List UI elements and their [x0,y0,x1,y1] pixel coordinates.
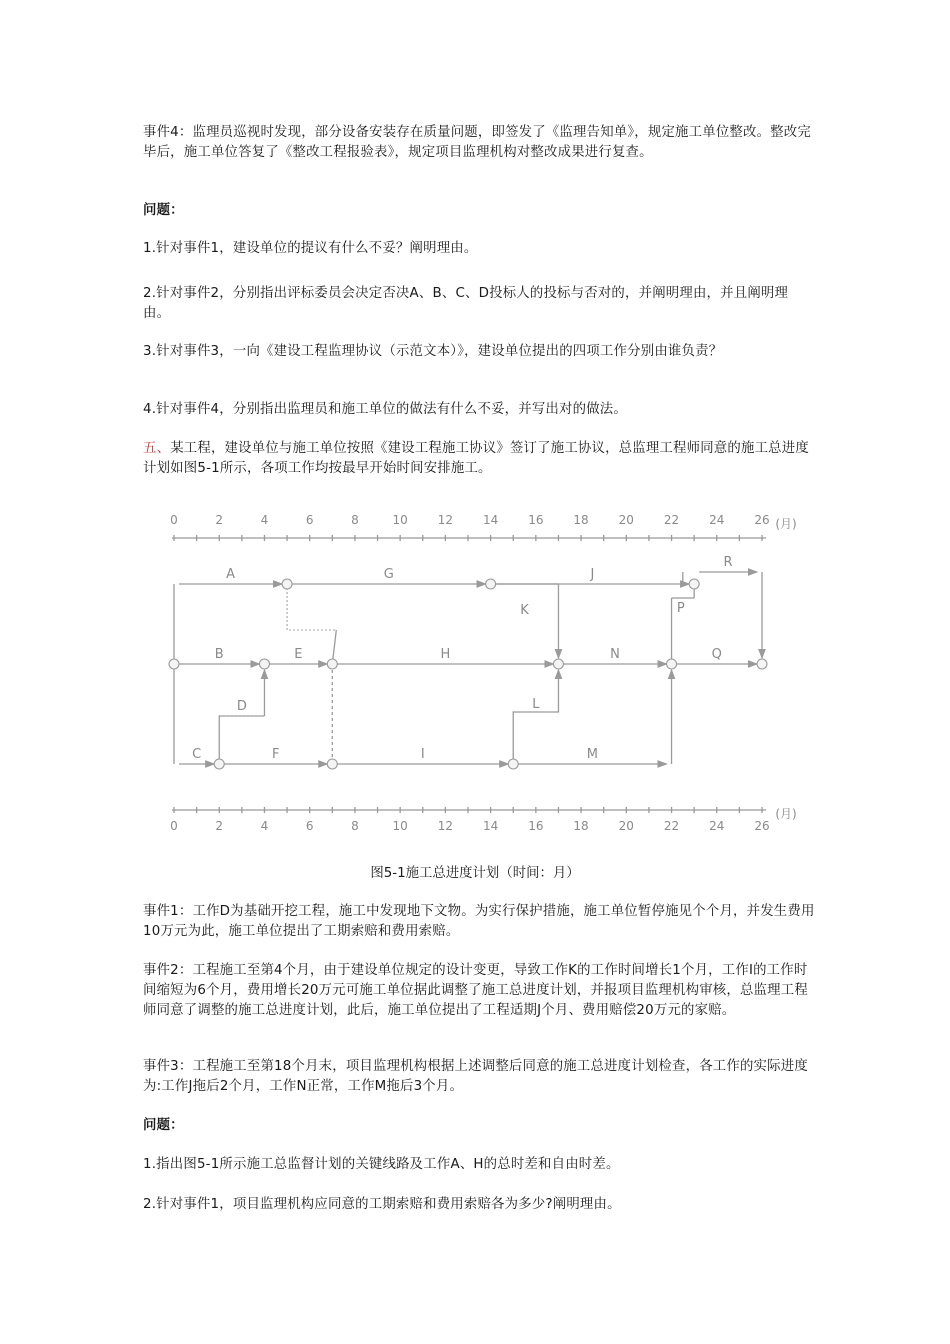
figure-caption: 图5-1施工总进度计划（时间：月） [370,866,580,881]
axis-unit-label: (月) [775,807,797,821]
axis-month-label: 0 [170,819,178,833]
activity-arrow-L [513,670,558,764]
activity-label-Q: Q [711,647,722,662]
event-node [667,659,677,669]
axis-month-label: 4 [260,513,269,527]
axis-month-label: 18 [573,513,589,527]
activity-label-P: P [676,601,685,616]
event-node [757,659,767,669]
top-time-axis [170,513,797,541]
question-1: 1.针对事件1，建设单位的提议有什么不妥？阐明理由。 [143,241,478,256]
event-2: 事件2：工程施工至第4个月，由于建设单位规定的设计变更，导致工作K的工作时间增长1个月，工作I的工作时间缩短为6个月，费用增长20万元可施工单位据此调整了施工总进度计划，并报项目监理机构审核，总监理工程师同意了调整的施工总进度计划，此后，施工单位提出了工程适期J个月、费用赔偿20万元的家赔。 [143,963,808,1018]
activity-label-M: M [586,747,598,762]
question-3: 3.针对事件3，一向《建设工程监理协议（示范文本）》，建设单位提出的四项工作分别由谁负责？ [143,344,723,359]
axis-month-label: 10 [392,819,408,833]
activity-label-J: J [590,567,595,582]
bottom-time-axis [170,807,797,833]
activity-label-N: N [610,647,620,662]
axis-month-label: 18 [573,819,589,833]
axis-month-label: 26 [754,513,770,527]
questions-heading-1: 问题： [143,203,184,218]
axis-month-label: 14 [482,819,499,833]
event-node [327,659,337,669]
activity-label-A: A [226,567,235,582]
activity-arrow-D [219,716,264,764]
event4-paragraph: 事件4：监理员巡视时发现，部分设备安装存在质量问题，即签发了《监理告知单》，规定施工单位整改。整改完毕后，施工单位答复了《整改工程报验表》，规定项目监理机构对整改成果进行复查。 [143,125,811,160]
event-3: 事件3：工程施工至第18个月末，项目监理机构根据上述调整后同意的施工总进度计划检查，各工作的实际进度为:工作J拖后2个月，工作N正常，工作M拖后3个月。 [143,1059,808,1094]
axis-month-label: 12 [437,819,454,833]
section5-intro [143,439,815,479]
axis-month-label: 20 [618,819,634,833]
activity-label-H: H [440,647,451,662]
section5-marker: 五、 [143,441,171,456]
axis-month-label: 6 [305,513,314,527]
axis-month-label: 2 [215,819,224,833]
event-node [508,759,518,769]
axis-month-label: 22 [663,513,680,527]
question-2: 2.针对事件2，分别指出评标委员会决定否决A、B、C、D投标人的投标与否对的，并阐明理由，并且阐明理由。 [143,286,789,321]
event-node [327,759,337,769]
activity-label-R: R [723,555,733,570]
axis-month-label: 24 [709,513,725,527]
event-node [259,659,269,669]
event-node [169,659,179,669]
question-4: 4.针对事件4，分别指出监理员和施工单位的做法有什么不妥，并写出对的做法。 [143,402,627,417]
axis-month-label: 6 [305,819,314,833]
activity-label-D: D [236,699,247,714]
axis-unit-label: (月) [775,517,797,531]
axis-month-label: 14 [482,513,499,527]
axis-month-label: 0 [170,513,178,527]
axis-month-label: 16 [528,819,544,833]
axis-month-label: 22 [663,819,680,833]
activity-label-C: C [192,747,202,762]
free-float-A [287,584,336,630]
section5-intro-text: 某工程，建设单位与施工单位按照《建设工程施工协议》签订了施工协议，总监理工程师同意的施工总进度计划如图5-1所示，各项工作均按最早开始时间安排施工。 [143,441,809,476]
schedule-network-diagram [160,502,820,842]
axis-month-label: 26 [754,819,770,833]
problem-1: 1.指出图5-1所示施工总监督计划的关键线路及工作A、H的总时差和自由时差。 [143,1157,620,1172]
event-node [486,579,496,589]
activity-label-E: E [294,647,303,662]
event-node [214,759,224,769]
axis-month-label: 20 [618,513,634,527]
activity-label-K: K [520,603,529,618]
axis-month-label: 4 [260,819,269,833]
axis-month-label: 16 [528,513,544,527]
activity-label-L: L [532,697,540,712]
problem-2: 2.针对事件1，项目监理机构应同意的工期索赔和费用索赔各为多少?阐明理由。 [143,1197,621,1212]
event-node [553,659,563,669]
questions-heading-2: 问题： [143,1118,184,1133]
axis-month-label: 24 [709,819,725,833]
network-activities [169,555,767,769]
activity-label-F: F [272,747,280,762]
axis-month-label: 2 [215,513,224,527]
axis-month-label: 12 [437,513,454,527]
activity-label-I: I [420,747,425,762]
event-1: 事件1：工作D为基础开挖工程，施工中发现地下文物。为实行保护措施，施工单位暂停施见个个月，并发生费用10万元为此，施工单位提出了工期索赔和费用索赔。 [143,904,815,939]
axis-month-label: 8 [351,513,359,527]
event-node [282,579,292,589]
event-node [689,579,699,589]
axis-month-label: 10 [392,513,408,527]
activity-label-G: G [383,567,394,582]
activity-label-B: B [214,647,224,662]
axis-month-label: 8 [351,819,359,833]
